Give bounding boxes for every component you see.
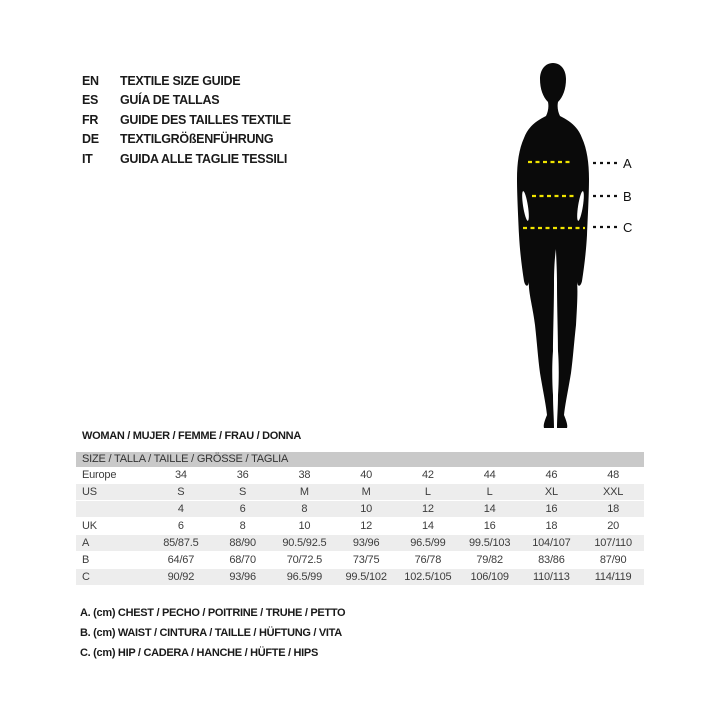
lang-code: ES — [82, 93, 99, 108]
cell: 36 — [236, 469, 249, 481]
measure-label-a: A — [623, 156, 632, 171]
cell: 93/96 — [229, 571, 256, 583]
cell: 104/107 — [532, 537, 571, 549]
cell: 10 — [298, 520, 311, 532]
cell: 4 — [177, 503, 184, 515]
cell: 10 — [360, 503, 373, 515]
language-list — [82, 71, 291, 169]
row-label: Europe — [82, 469, 117, 481]
cell: 46 — [545, 469, 558, 481]
table-header: SIZE / TALLA / TAILLE / GRÖSSE / TAGLIA — [76, 452, 644, 467]
lang-row-es — [82, 91, 291, 111]
cell: 99.5/102 — [345, 571, 387, 583]
cell: 93/96 — [352, 537, 380, 549]
cell: S — [177, 486, 185, 498]
lang-code: EN — [82, 73, 99, 88]
cell: 64/67 — [167, 554, 195, 566]
section-title: WOMAN / MUJER / FEMME / FRAU / DONNA — [82, 430, 301, 442]
cell: 40 — [360, 469, 373, 481]
woman-figure-svg — [500, 63, 640, 429]
cell: 20 — [607, 520, 620, 532]
cell: 34 — [174, 469, 187, 481]
cell: 87/90 — [599, 554, 627, 566]
cell: 73/75 — [352, 554, 380, 566]
size-table — [76, 452, 644, 586]
cell: 68/70 — [229, 554, 256, 566]
cell: 8 — [239, 520, 246, 532]
cell: 12 — [421, 503, 434, 515]
table-row-europe — [76, 467, 644, 484]
cell: 12 — [360, 520, 373, 532]
row-label: US — [82, 486, 97, 498]
cell: 76/78 — [414, 554, 442, 566]
lang-code: FR — [82, 112, 99, 127]
measure-label-c: C — [623, 220, 633, 235]
cell: L — [424, 486, 431, 498]
cell: 107/110 — [594, 537, 632, 549]
lang-code: DE — [82, 132, 99, 147]
cell: 99.5/103 — [469, 537, 511, 549]
cell: 110/113 — [533, 571, 570, 583]
note-hip: C. (cm) HIP / CADERA / HANCHE / HÜFTE / HIPS — [80, 647, 318, 659]
row-label: C — [82, 571, 90, 583]
cell: 14 — [421, 520, 434, 532]
table-row-chest — [76, 535, 644, 552]
figure-area — [500, 63, 640, 429]
lang-row-it — [82, 149, 291, 169]
cell: 90/92 — [167, 571, 195, 583]
cell: 90.5/92.5 — [282, 537, 327, 549]
table-row-uk — [76, 518, 644, 535]
table-row-hip — [76, 569, 644, 586]
cell: XL — [544, 486, 558, 498]
table-row-us-numeric — [76, 501, 644, 518]
cell: 6 — [239, 503, 246, 515]
cell: 18 — [545, 520, 558, 532]
lang-label: GUIDA ALLE TAGLIE TESSILI — [120, 151, 288, 166]
cell: 18 — [607, 503, 620, 515]
cell: M — [361, 486, 371, 498]
note-waist: B. (cm) WAIST / CINTURA / TAILLE / HÜFTUNG / VITA — [80, 627, 342, 639]
note-chest: A. (cm) CHEST / PECHO / POITRINE / TRUHE / PETTO — [80, 607, 346, 619]
cell: 16 — [483, 520, 496, 532]
cell: 96.5/99 — [286, 571, 323, 583]
cell: 106/109 — [470, 571, 509, 583]
lang-code: IT — [82, 151, 93, 166]
lang-row-de — [82, 130, 291, 150]
row-label: UK — [82, 520, 97, 532]
cell: 70/72.5 — [286, 554, 323, 566]
cell: M — [299, 486, 309, 498]
table-row-waist — [76, 552, 644, 569]
cell: 48 — [607, 469, 620, 481]
cell: S — [239, 486, 247, 498]
row-label: A — [82, 537, 90, 549]
cell: 88/90 — [229, 537, 256, 549]
cell: 85/87.5 — [163, 537, 199, 549]
woman-silhouette-icon — [517, 63, 589, 428]
lang-label: TEXTILGRÖßENFÜHRUNG — [120, 132, 274, 147]
cell: 83/86 — [538, 554, 565, 566]
measure-label-b: B — [623, 189, 632, 204]
cell: 38 — [298, 469, 311, 481]
cell: 102.5/105 — [404, 571, 452, 583]
cell: 79/82 — [476, 554, 503, 566]
lang-label: GUIDE DES TAILLES TEXTILE — [120, 112, 291, 127]
cell: 6 — [177, 520, 184, 532]
row-label — [76, 501, 150, 517]
cell: 44 — [483, 469, 496, 481]
lang-label: TEXTILE SIZE GUIDE — [120, 73, 241, 88]
cell: 16 — [545, 503, 558, 515]
lang-row-fr — [82, 110, 291, 130]
lang-label: GUÍA DE TALLAS — [120, 93, 220, 108]
measurement-notes — [80, 603, 345, 663]
cell: XXL — [603, 486, 624, 498]
cell: 96.5/99 — [410, 537, 446, 549]
cell: 8 — [301, 503, 308, 515]
cell: L — [486, 486, 493, 498]
cell: 42 — [421, 469, 434, 481]
lang-row-en — [82, 71, 291, 91]
row-label: B — [82, 554, 90, 566]
cell: 14 — [483, 503, 496, 515]
cell: 114/119 — [594, 571, 632, 583]
table-row-us — [76, 484, 644, 501]
